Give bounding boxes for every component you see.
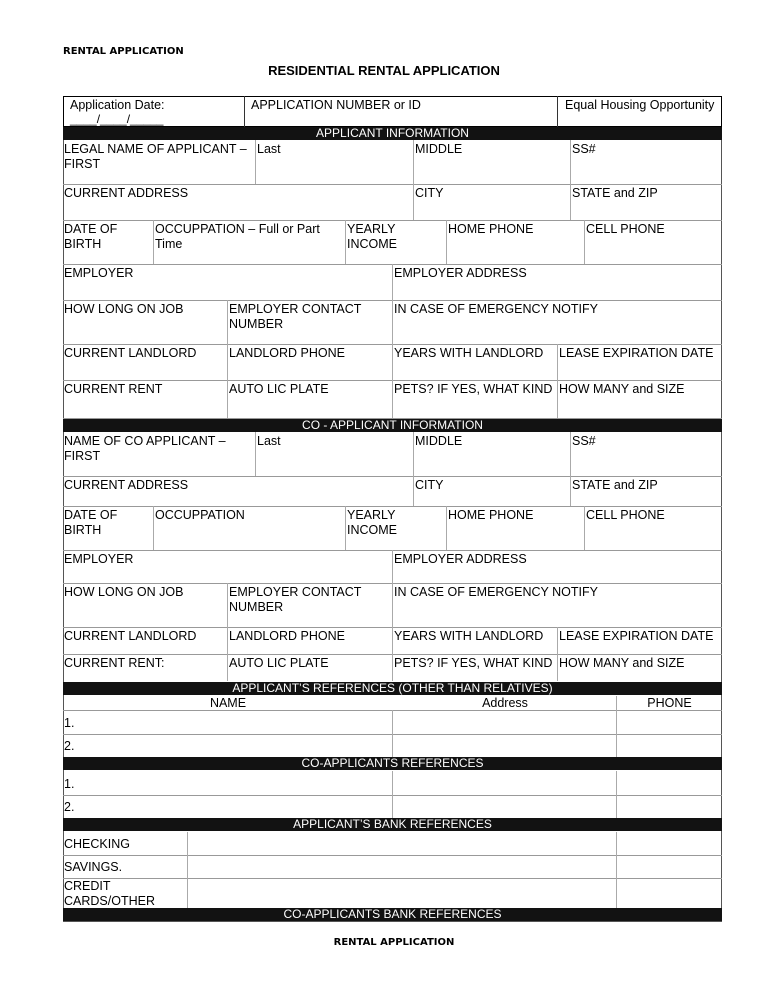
savings-field[interactable]: SAVINGS. <box>64 860 123 874</box>
footer-label: RENTAL APPLICATION <box>333 937 455 948</box>
reference-row-1[interactable]: 1. <box>64 716 75 730</box>
references-address-header: Address <box>482 696 528 710</box>
co-applicant-info-header: CO - APPLICANT INFORMATION <box>63 419 722 432</box>
legal-name-field[interactable]: LEGAL NAME OF APPLICANT – FIRST <box>64 142 247 171</box>
co-how-long-on-job-field[interactable]: HOW LONG ON JOB <box>64 585 184 599</box>
co-middle-name-field[interactable]: MIDDLE <box>415 434 463 448</box>
co-bank-references-header: CO-APPLICANTS BANK REFERENCES <box>63 908 722 921</box>
current-rent-field[interactable]: CURRENT RENT <box>64 382 163 396</box>
co-emergency-contact-field[interactable]: IN CASE OF EMERGENCY NOTIFY <box>394 585 598 599</box>
co-current-address-field[interactable]: CURRENT ADDRESS <box>64 478 189 492</box>
co-employer-address-field[interactable]: EMPLOYER ADDRESS <box>394 552 527 566</box>
co-cell-phone-field[interactable]: CELL PHONE <box>586 508 665 522</box>
reference-row-2[interactable]: 2. <box>64 739 75 753</box>
co-years-with-landlord-field[interactable]: YEARS WITH LANDLORD <box>394 629 544 643</box>
last-name-field[interactable]: Last <box>257 142 281 156</box>
equal-housing-label: Equal Housing Opportunity <box>565 98 715 112</box>
landlord-phone-field[interactable]: LANDLORD PHONE <box>229 346 345 360</box>
co-home-phone-field[interactable]: HOME PHONE <box>448 508 534 522</box>
checking-field[interactable]: CHECKING <box>64 837 130 851</box>
city-field[interactable]: CITY <box>415 186 444 200</box>
co-pets-field[interactable]: PETS? IF YES, WHAT KIND <box>394 656 553 670</box>
co-auto-plate-field[interactable]: AUTO LIC PLATE <box>229 656 329 670</box>
middle-name-field[interactable]: MIDDLE <box>415 142 463 156</box>
co-lease-expiration-field[interactable]: LEASE EXPIRATION DATE <box>559 629 714 643</box>
employer-contact-field[interactable]: EMPLOYER CONTACT NUMBER <box>229 302 362 331</box>
references-name-header: NAME <box>209 696 247 710</box>
co-last-name-field[interactable]: Last <box>257 434 281 448</box>
credit-cards-field[interactable]: CREDIT CARDS/OTHER <box>64 879 155 908</box>
home-phone-field[interactable]: HOME PHONE <box>448 222 534 236</box>
references-header: APPLICANT’S REFERENCES (OTHER THAN RELATIVES) <box>63 682 722 695</box>
co-dob-field[interactable]: DATE OF BIRTH <box>64 508 118 537</box>
co-yearly-income-field[interactable]: YEARLY INCOME <box>347 508 397 537</box>
dob-field[interactable]: DATE OF BIRTH <box>64 222 118 251</box>
co-ssn-field[interactable]: SS# <box>572 434 596 448</box>
references-phone-header: PHONE <box>647 696 692 710</box>
co-reference-row-2[interactable]: 2. <box>64 800 75 814</box>
cell-phone-field[interactable]: CELL PHONE <box>586 222 665 236</box>
page-title: RESIDENTIAL RENTAL APPLICATION <box>268 63 500 78</box>
co-reference-row-1[interactable]: 1. <box>64 777 75 791</box>
co-occupation-field[interactable]: OCCUPPATION <box>155 508 245 522</box>
yearly-income-field[interactable]: YEARLY INCOME <box>347 222 397 251</box>
header-label: RENTAL APPLICATION <box>63 46 184 57</box>
bank-references-header: APPLICANT’S BANK REFERENCES <box>63 818 722 831</box>
occupation-field[interactable]: OCCUPPATION – Full or Part Time <box>155 222 320 251</box>
application-number-label: APPLICATION NUMBER or ID <box>251 98 421 112</box>
co-state-zip-field[interactable]: STATE and ZIP <box>572 478 658 492</box>
co-current-landlord-field[interactable]: CURRENT LANDLORD <box>64 629 197 643</box>
application-date-label: Application Date: <box>70 98 165 112</box>
co-references-header: CO-APPLICANTS REFERENCES <box>63 757 722 770</box>
co-landlord-phone-field[interactable]: LANDLORD PHONE <box>229 629 345 643</box>
co-current-rent-field[interactable]: CURRENT RENT: <box>64 656 165 670</box>
application-date-field[interactable]: ____/____/_____ <box>70 112 164 126</box>
lease-expiration-field[interactable]: LEASE EXPIRATION DATE <box>559 346 714 360</box>
employer-address-field[interactable]: EMPLOYER ADDRESS <box>394 266 527 280</box>
co-employer-field[interactable]: EMPLOYER <box>64 552 134 566</box>
pets-field[interactable]: PETS? IF YES, WHAT KIND <box>394 382 553 396</box>
co-employer-contact-field[interactable]: EMPLOYER CONTACT NUMBER <box>229 585 362 614</box>
co-city-field[interactable]: CITY <box>415 478 444 492</box>
ssn-field[interactable]: SS# <box>572 142 596 156</box>
current-address-field[interactable]: CURRENT ADDRESS <box>64 186 189 200</box>
state-zip-field[interactable]: STATE and ZIP <box>572 186 658 200</box>
how-long-on-job-field[interactable]: HOW LONG ON JOB <box>64 302 184 316</box>
applicant-info-header: APPLICANT INFORMATION <box>63 127 722 140</box>
emergency-contact-field[interactable]: IN CASE OF EMERGENCY NOTIFY <box>394 302 598 316</box>
years-with-landlord-field[interactable]: YEARS WITH LANDLORD <box>394 346 544 360</box>
co-pets-how-many-field[interactable]: HOW MANY and SIZE <box>559 656 685 670</box>
pets-how-many-field[interactable]: HOW MANY and SIZE <box>559 382 685 396</box>
employer-field[interactable]: EMPLOYER <box>64 266 134 280</box>
current-landlord-field[interactable]: CURRENT LANDLORD <box>64 346 197 360</box>
auto-plate-field[interactable]: AUTO LIC PLATE <box>229 382 329 396</box>
co-name-field[interactable]: NAME OF CO APPLICANT – FIRST <box>64 434 226 463</box>
